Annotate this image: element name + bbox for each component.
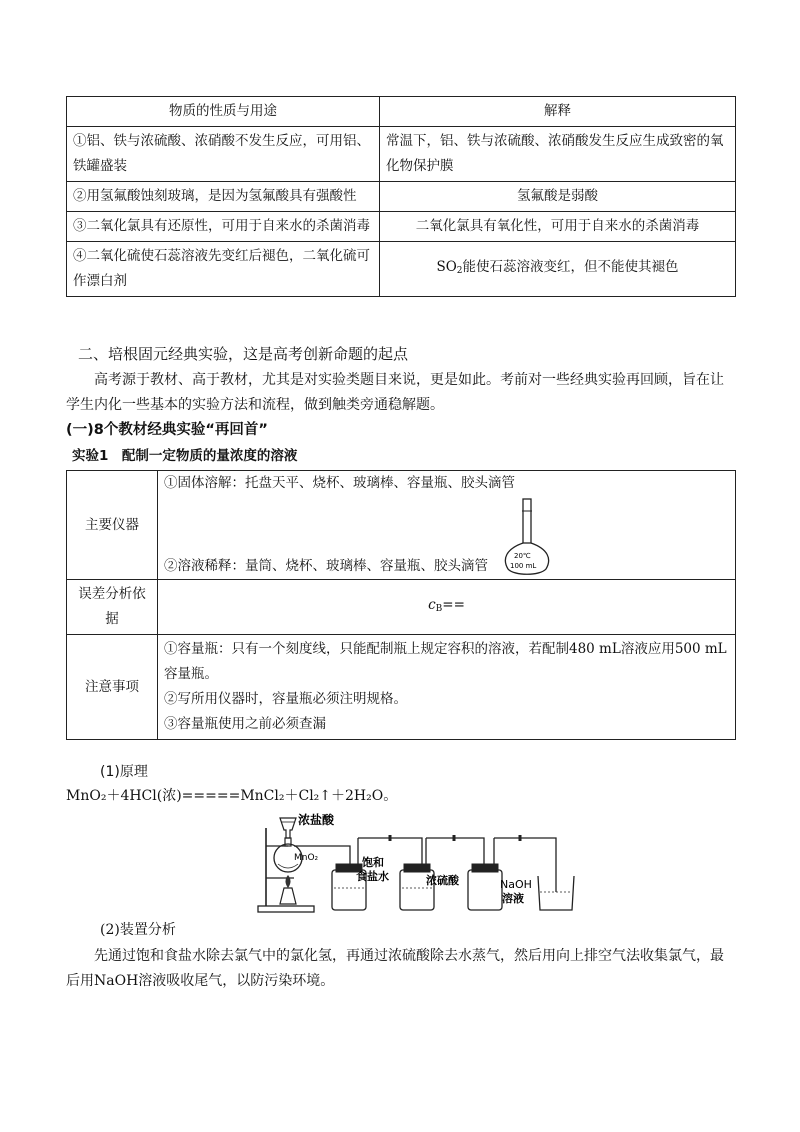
volumetric-flask-icon	[498, 497, 558, 577]
row-left: ①铝、铁与浓硫酸、浓硝酸不发生反应，可用铝、铁罐盛装	[67, 127, 380, 182]
notes-cell	[158, 635, 736, 740]
note-2: ②写所用仪器时，容量瓶必须注明规格。	[164, 691, 407, 707]
label-saturated: 饱和	[362, 856, 384, 869]
properties-table	[66, 96, 736, 297]
row-right: 二氧化氯具有氧化性，可用于自来水的杀菌消毒	[380, 212, 736, 242]
formula-c: c	[428, 596, 436, 613]
instruments-line1: ①固体溶解：托盘天平、烧杯、玻璃棒、容量瓶、胶头滴管	[164, 475, 515, 491]
header-explanation: 解释	[380, 97, 736, 127]
subheading: (一)8个教材经典实验“再回首”	[66, 422, 268, 438]
row-right: 氢氟酸是弱酸	[380, 182, 736, 212]
label-conc-h2so4: 浓硫酸	[426, 874, 459, 887]
table-row	[67, 242, 736, 297]
so2-formula: SO	[436, 258, 457, 275]
table-row	[67, 471, 736, 580]
so2-subscript: 2	[456, 265, 463, 276]
alcohol-lamp	[280, 888, 296, 904]
experiment-title: 实验1 配制一定物质的量浓度的溶液	[72, 448, 298, 464]
so2-explanation: 能使石蕊溶液变红，但不能使其褪色	[462, 258, 679, 275]
table-row	[67, 127, 736, 182]
row-right	[380, 242, 736, 297]
table-header-row	[67, 97, 736, 127]
row-left: ③二氧化氯具有还原性，可用于自来水的杀菌消毒	[67, 212, 380, 242]
separatory-funnel	[280, 818, 296, 838]
row-head-error: 误差分析依据	[67, 580, 158, 635]
analysis-text: 先通过饱和食盐水除去氯气中的氯化氢，再通过浓硫酸除去水蒸气，然后用向上排空气法收集氯气，最后用NaOH溶液吸收尾气，以防污染环境。	[66, 948, 724, 989]
row-head-notes: 注意事项	[67, 635, 158, 740]
formula-rest: ==	[442, 596, 465, 613]
table-row	[67, 182, 736, 212]
formula-sub: B	[435, 603, 443, 614]
label-solution: 溶液	[502, 892, 524, 905]
error-formula-cell	[158, 580, 736, 635]
row-left: ④二氧化硫使石蕊溶液先变红后褪色，二氧化硫可作漂白剂	[67, 242, 380, 297]
row-right: 常温下，铝、铁与浓硫酸、浓硝酸发生反应生成致密的氧化物保护膜	[380, 127, 736, 182]
analysis-heading: (2)装置分析	[100, 922, 176, 938]
note-1: ①容量瓶：只有一个刻度线，只能配制瓶上规定容积的溶液，若配制480 mL溶液应用500 mL容量瓶。	[164, 641, 727, 682]
table-row	[67, 580, 736, 635]
header-properties: 物质的性质与用途	[67, 97, 380, 127]
experiment-table	[66, 470, 736, 740]
row-left: ②用氢氟酸蚀刻玻璃，是因为氢氟酸具有强酸性	[67, 182, 380, 212]
chlorine-apparatus-diagram	[250, 808, 580, 914]
collection-bottle	[468, 870, 502, 910]
stand-base	[258, 906, 314, 912]
label-mno2: MnO₂	[294, 853, 319, 863]
label-conc-hcl: 浓盐酸	[298, 813, 335, 827]
row-head-instruments: 主要仪器	[67, 471, 158, 580]
section-intro: 高考源于教材、高于教材，尤其是对实验类题目来说，更是如此。考前对一些经典实验再回顾，旨在让学生内化一些基本的实验方法和流程，做到触类旁通稳解题。	[66, 372, 724, 413]
note-3: ③容量瓶使用之前必须查漏	[164, 716, 326, 732]
instruments-cell	[158, 471, 736, 580]
table-row	[67, 635, 736, 740]
principle-heading: (1)原理	[100, 764, 148, 780]
table-row	[67, 212, 736, 242]
flask-label-temp: 20℃	[514, 552, 531, 560]
label-naoh: NaOH	[500, 878, 532, 891]
flask-label-volume: 100 mL	[510, 562, 537, 570]
instruments-line2: ②溶液稀释：量筒、烧杯、玻璃棒、容量瓶、胶头滴管	[164, 558, 488, 574]
label-brine: 食盐水	[356, 870, 389, 883]
section-title: 二、培根固元经典实验，这是高考创新命题的起点	[78, 345, 409, 363]
principle-equation: MnO₂＋4HCl(浓)=====MnCl₂＋Cl₂↑＋2H₂O。	[66, 788, 398, 804]
